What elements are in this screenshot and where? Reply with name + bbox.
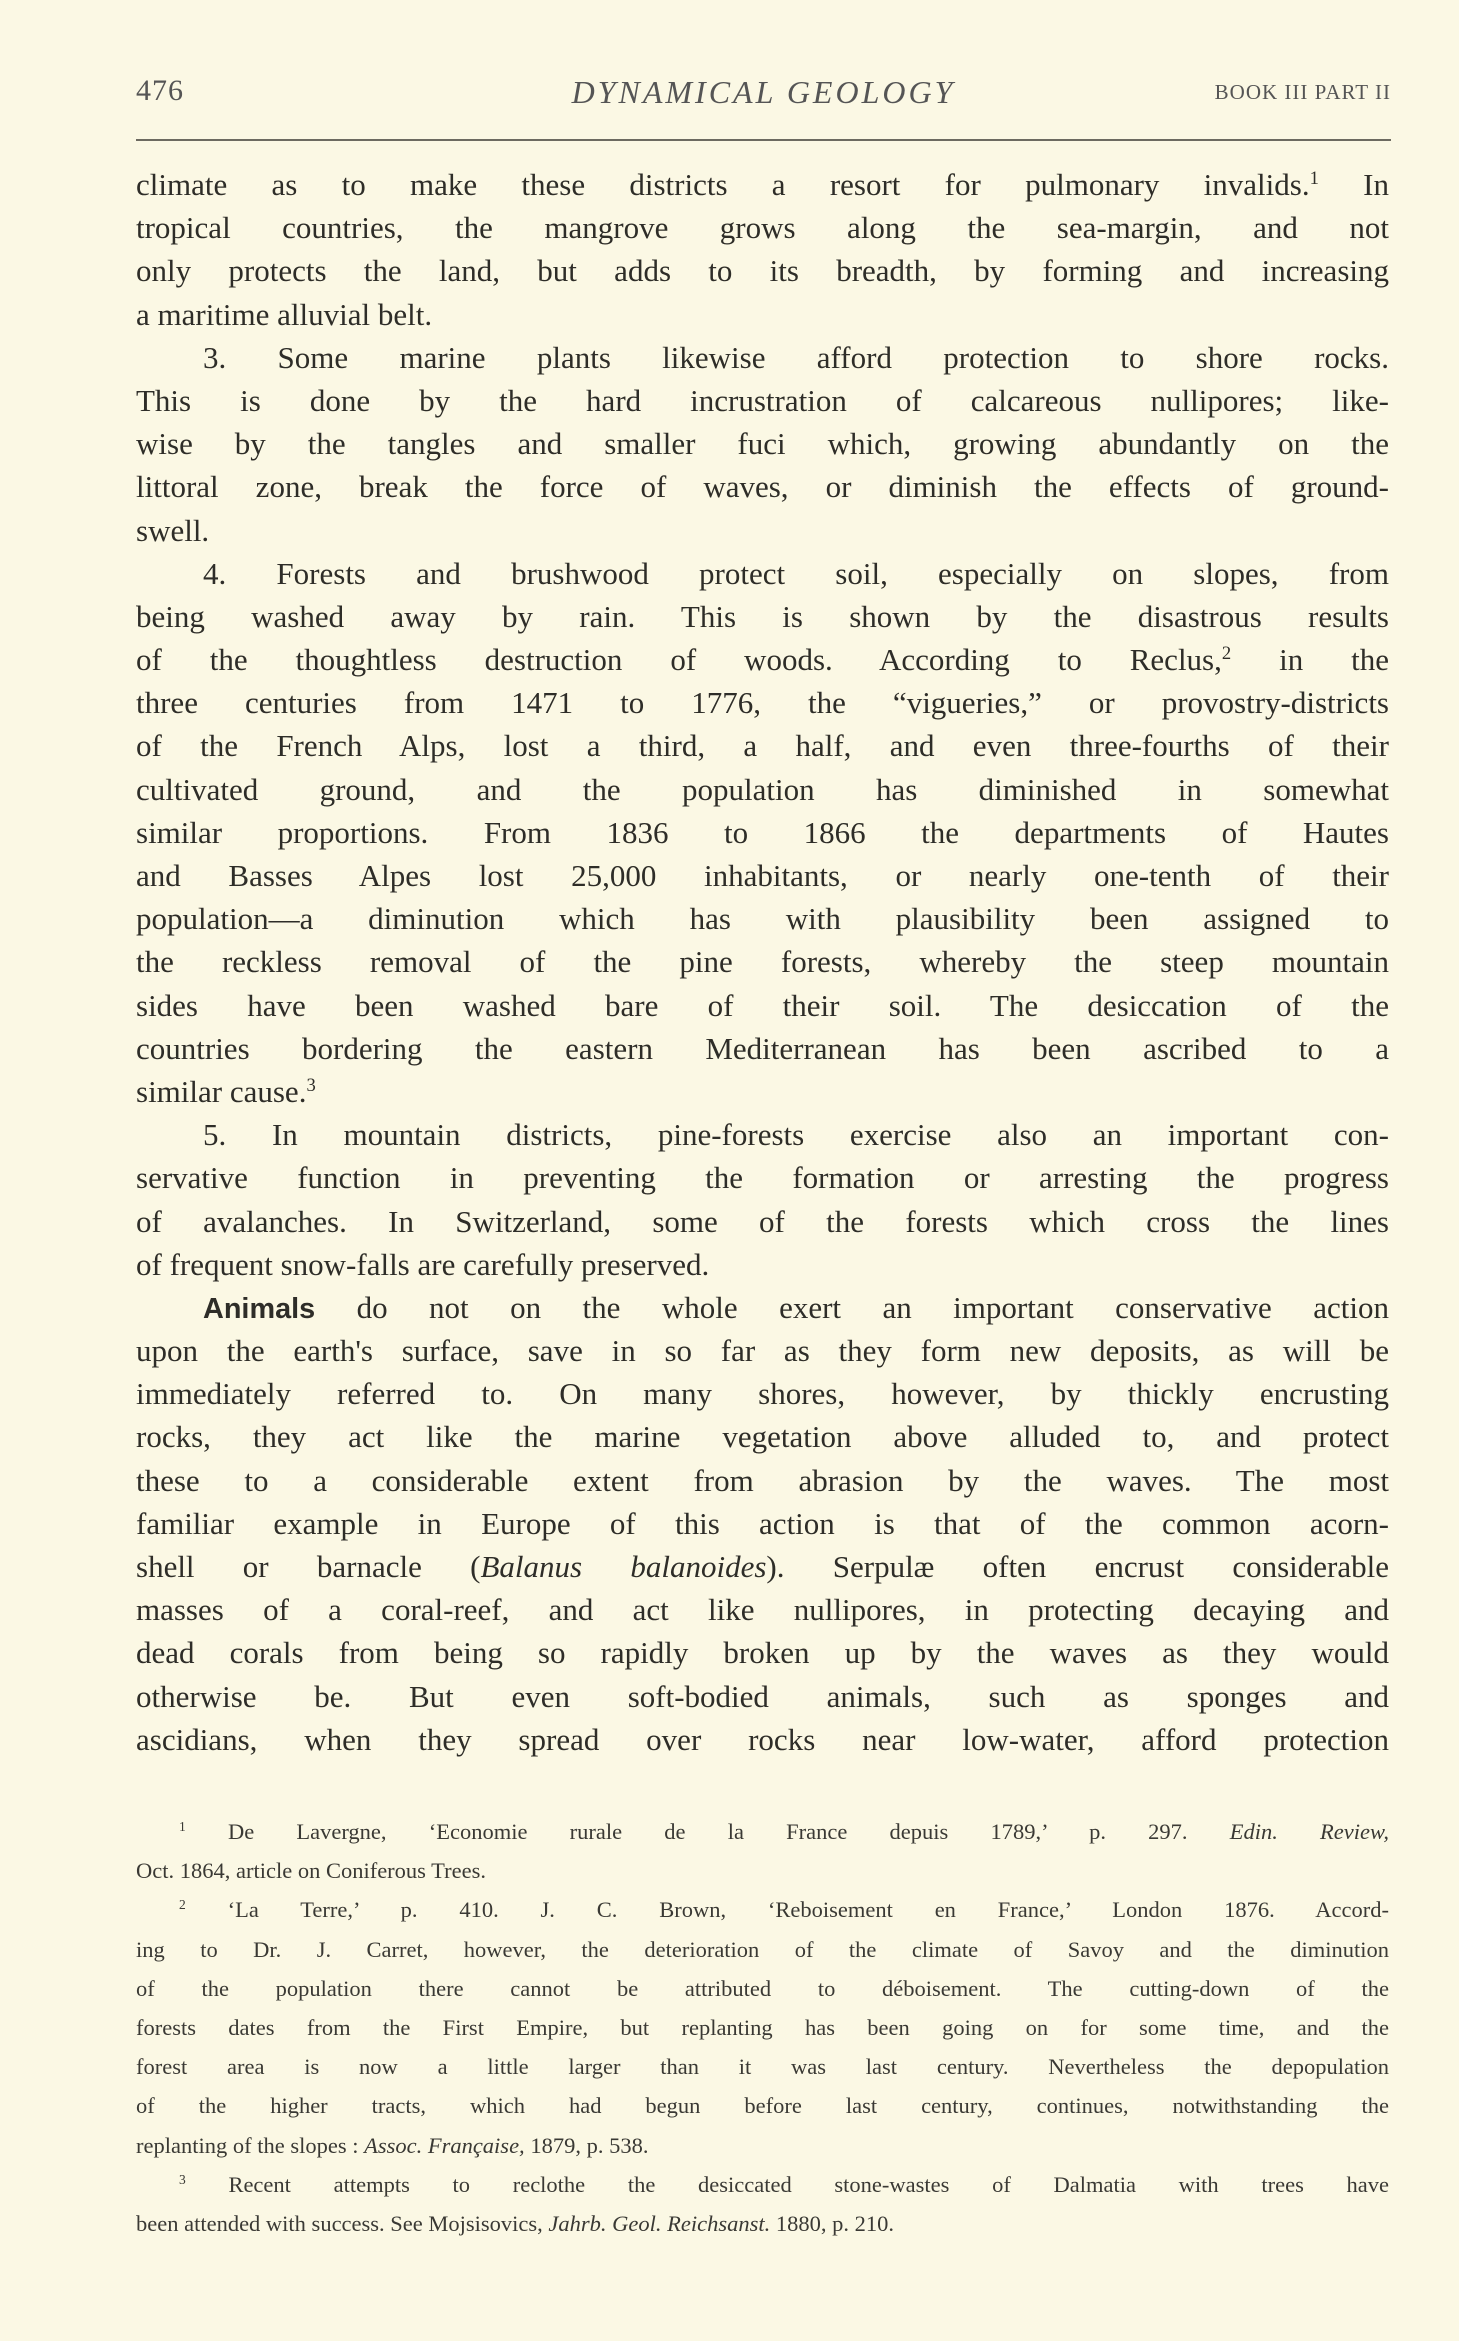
paragraph (136, 163, 1389, 336)
footnote (136, 1890, 1389, 2164)
text-run: rocks, they act like the marine vegetation above alluded to, and protect (136, 1419, 1389, 1455)
text-line (136, 638, 1389, 681)
footnotes (136, 1812, 1389, 2243)
text-run: of the higher tracts, which had begun before last century, continues, notwithstanding the (136, 2093, 1389, 2119)
text-line (136, 1286, 1389, 1329)
footnote (136, 2165, 1389, 2243)
text-line (136, 940, 1389, 983)
footnote-marker: 1 (179, 1818, 186, 1834)
text-run: dead corals from being so rapidly broken up by the waves as they would (136, 1635, 1389, 1671)
text-line (136, 1930, 1389, 1969)
text-run: masses of a coral-reef, and act like nullipores, in protecting decaying and (136, 1592, 1389, 1628)
text-line (136, 206, 1389, 249)
footnote (136, 1812, 1389, 1890)
bold-text: Animals (203, 1292, 316, 1325)
text-run: only protects the land, but adds to its breadth, by forming and increasing (136, 253, 1389, 289)
footnote-marker: 1 (1309, 167, 1319, 189)
text-run: similar cause. (136, 1073, 307, 1109)
text-run: in the (1231, 642, 1389, 678)
text-run: the reckless removal of the pine forests, whereby the steep mountain (136, 944, 1389, 980)
footnote-marker: 2 (1221, 642, 1232, 664)
text-run: of the population there cannot be attributed to déboisement. The cutting-down of the (136, 1975, 1389, 2001)
text-line (136, 1588, 1389, 1631)
italic-text: Edin. Review, (1229, 1819, 1389, 1844)
text-run: being washed away by rain. This is shown by the disastrous results (136, 598, 1389, 634)
text-run: Oct. 1864, article on Coniferous Trees. (136, 1858, 486, 1884)
text-line (136, 163, 1389, 206)
footnote-marker: 2 (179, 1897, 186, 1913)
text-line (136, 1502, 1389, 1545)
text-run: of the thoughtless destruction of woods. According to Reclus, (136, 642, 1222, 678)
paragraph (136, 552, 1389, 1113)
text-line (136, 1812, 1389, 1851)
text-line (136, 465, 1389, 508)
text-run: of avalanches. In Switzerland, some of the forests which cross the lines (136, 1203, 1389, 1239)
text-run: ). Serpulæ often encrust considerable (766, 1549, 1390, 1584)
text-run: swell. (136, 512, 210, 548)
text-run: 1880, p. 210. (770, 2210, 895, 2236)
text-line (136, 1113, 1389, 1156)
text-run: do not on the whole exert an important conservative action (315, 1289, 1389, 1325)
text-line (136, 379, 1389, 422)
running-title: DYNAMICAL GEOLOGY (571, 74, 956, 110)
italic-text: Assoc. Française, (364, 2132, 525, 2158)
page-number: 476 (136, 74, 184, 107)
text-run: ‘La Terre,’ p. 410. J. C. Brown, ‘Reboisement en France,’ London 1876. Accord- (185, 1897, 1389, 1923)
text-line (136, 984, 1389, 1027)
text-line (136, 1156, 1389, 1199)
text-line (136, 2008, 1389, 2047)
body-text (136, 163, 1389, 1761)
text-run: upon the earth's surface, save in so far as they form new deposits, as will be (136, 1333, 1389, 1369)
paragraph (136, 1113, 1389, 1286)
text-line (136, 1631, 1389, 1674)
text-run: In (1318, 167, 1389, 202)
text-line (136, 1415, 1389, 1458)
text-line (136, 768, 1389, 811)
text-run: This is done by the hard incrustration of calcareous nullipores; like- (136, 382, 1389, 418)
footnote-marker: 3 (179, 2171, 186, 2187)
text-line (136, 249, 1389, 292)
header-rule (136, 139, 1391, 141)
text-line (136, 1890, 1389, 1929)
text-run: these to a considerable extent from abrasion by the waves. The most (136, 1462, 1389, 1498)
footnote-marker: 3 (306, 1074, 316, 1096)
text-run: cultivated ground, and the population has diminished in somewhat (136, 771, 1389, 807)
text-run: three centuries from 1471 to 1776, the “vigueries,” or provostry-districts (136, 685, 1389, 721)
text-line (136, 552, 1389, 595)
text-run: 3. Some marine plants likewise afford protection to shore rocks. (203, 339, 1389, 375)
text-line (136, 1329, 1389, 1372)
text-line (136, 2204, 1389, 2243)
text-line (136, 897, 1389, 940)
text-run: De Lavergne, ‘Economie rurale de la France depuis 1789,’ p. 297. (185, 1819, 1230, 1844)
text-run: 4. Forests and brushwood protect soil, especially on slopes, from (203, 555, 1389, 591)
text-run: replanting of the slopes : (136, 2132, 365, 2158)
text-line (136, 1718, 1389, 1761)
italic-text: Balanus balanoides (480, 1549, 767, 1584)
text-run: forest area is now a little larger than it was last century. Nevertheless the depopulation (136, 2054, 1389, 2080)
text-run: 5. In mountain districts, pine-forests exercise also an important con- (203, 1117, 1389, 1153)
text-run: tropical countries, the mangrove grows along the sea-margin, and not (136, 210, 1389, 246)
text-run: sides have been washed bare of their soil. The desiccation of the (136, 987, 1389, 1023)
text-line (136, 2086, 1389, 2125)
text-run: climate as to make these districts a resort for pulmonary invalids. (136, 167, 1310, 202)
book-part: BOOK III PART II (1214, 80, 1391, 104)
text-line (136, 724, 1389, 767)
paragraph (136, 1286, 1389, 1761)
text-run: otherwise be. But even soft-bodied animals, such as sponges and (136, 1678, 1389, 1714)
text-run: been attended with success. See Mojsisovics, (136, 2210, 549, 2236)
text-line (136, 1675, 1389, 1718)
text-line (136, 1027, 1389, 1070)
text-line (136, 595, 1389, 638)
text-line (136, 1200, 1389, 1243)
text-line (136, 2165, 1389, 2204)
text-run: population—a diminution which has with plausibility been assigned to (136, 901, 1389, 937)
text-line (136, 1243, 1389, 1286)
text-run: 1879, p. 538. (524, 2132, 649, 2158)
text-run: ascidians, when they spread over rocks near low-water, afford protection (136, 1721, 1389, 1757)
text-run: ing to Dr. J. Carret, however, the deterioration of the climate of Savoy and the diminution (136, 1936, 1389, 1962)
text-line (136, 811, 1389, 854)
text-run: of the French Alps, lost a third, a half, and even three-fourths of their (136, 728, 1389, 764)
text-run: forests dates from the First Empire, but replanting has been going on for some time, and the (136, 2014, 1389, 2040)
text-line (136, 2047, 1389, 2086)
text-run: littoral zone, break the force of waves, or diminish the effects of ground- (136, 469, 1389, 505)
text-line (136, 336, 1389, 379)
text-line (136, 293, 1389, 336)
text-line (136, 509, 1389, 552)
text-run: wise by the tangles and smaller fuci which, growing abundantly on the (136, 426, 1389, 462)
running-header (136, 70, 1391, 120)
text-line (136, 1459, 1389, 1502)
text-run: Recent attempts to reclothe the desiccated stone-wastes of Dalmatia with trees have (185, 2171, 1389, 2197)
text-run: and Basses Alpes lost 25,000 inhabitants, or nearly one-tenth of their (136, 858, 1389, 893)
paragraph (136, 336, 1389, 552)
text-run: servative function in preventing the formation or arresting the progress (136, 1160, 1389, 1196)
text-run: of frequent snow-falls are carefully preserved. (136, 1246, 710, 1282)
text-run: countries bordering the eastern Mediterranean has been ascribed to a (136, 1030, 1389, 1066)
text-run: similar proportions. From 1836 to 1866 the departments of Hautes (136, 814, 1389, 850)
text-line (136, 1851, 1389, 1890)
text-line (136, 1545, 1389, 1588)
text-run: a maritime alluvial belt. (136, 296, 433, 332)
italic-text: Jahrb. Geol. Reichsanst. (548, 2210, 771, 2236)
text-line (136, 422, 1389, 465)
text-run: shell or barnacle ( (136, 1549, 481, 1584)
text-line (136, 681, 1389, 724)
text-line (136, 854, 1389, 897)
text-line (136, 1070, 1389, 1113)
text-line (136, 1372, 1389, 1415)
text-run: immediately referred to. On many shores, however, by thickly encrusting (136, 1376, 1389, 1412)
text-line (136, 1969, 1389, 2008)
text-run: familiar example in Europe of this action is that of the common acorn- (136, 1505, 1389, 1541)
text-line (136, 2126, 1389, 2165)
